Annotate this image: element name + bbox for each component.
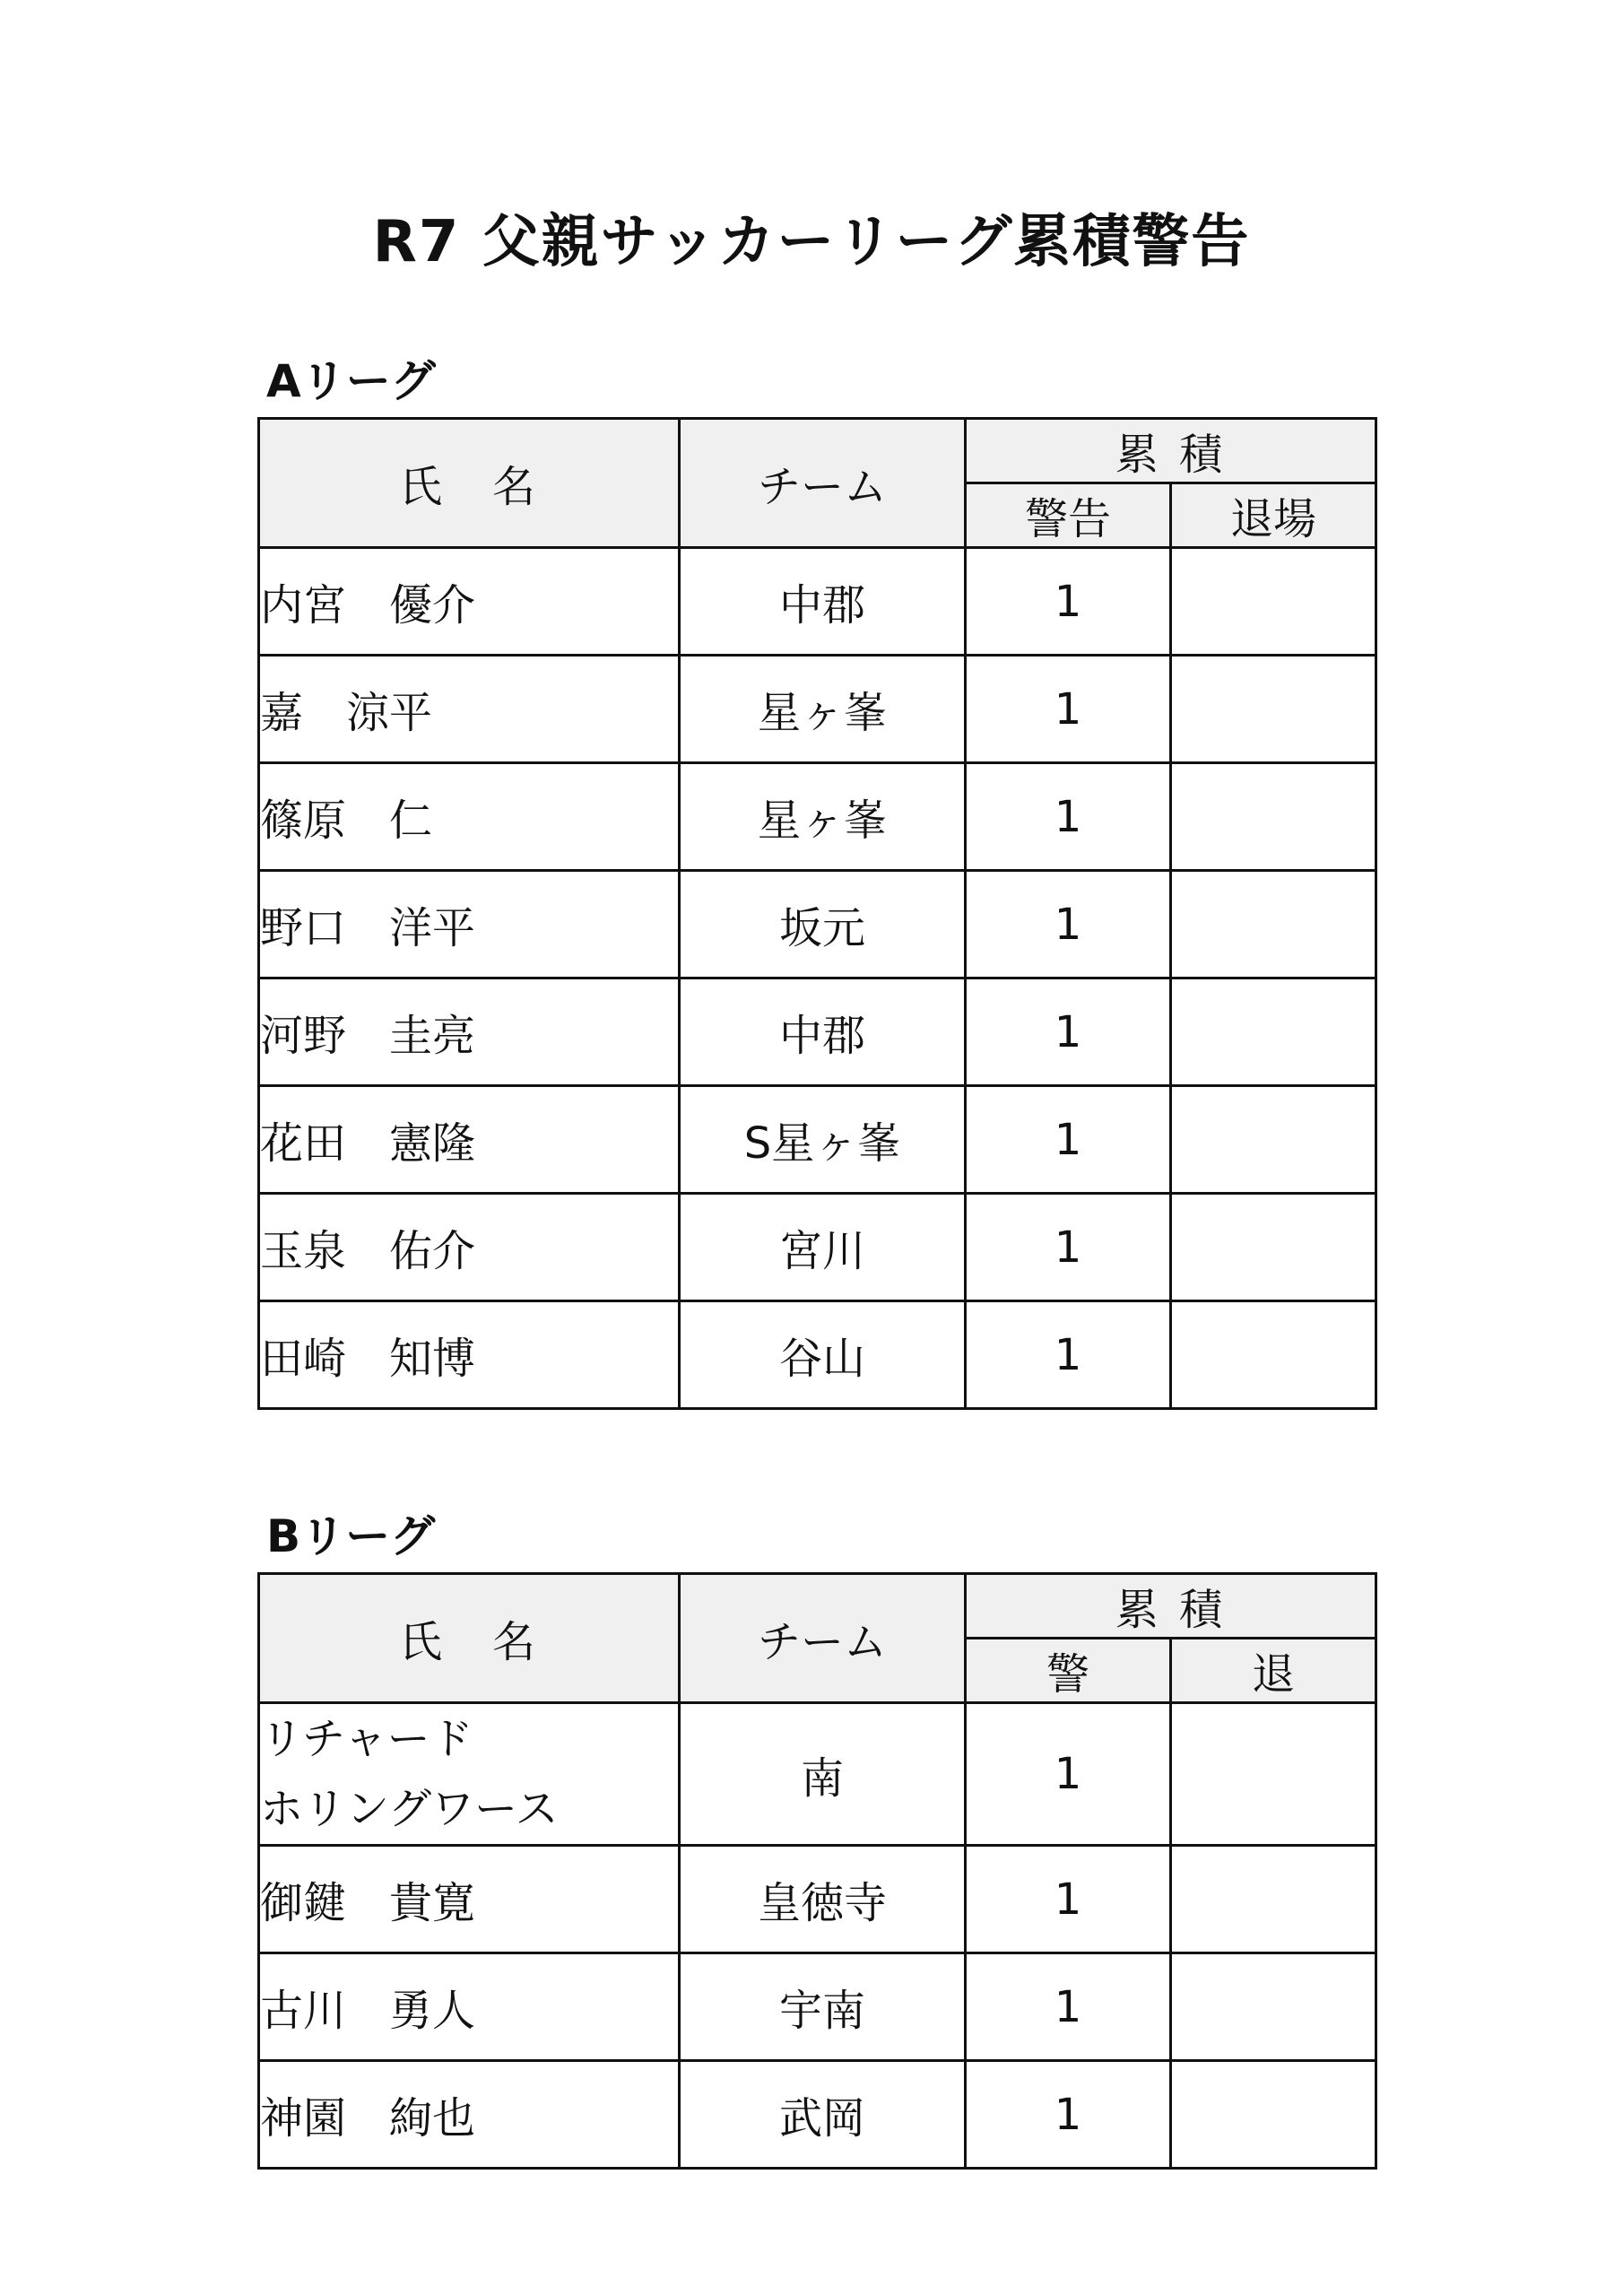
table-row	[259, 1194, 1376, 1301]
warning-count: 1	[966, 656, 1171, 763]
table-row	[259, 1953, 1376, 2061]
table-row	[259, 978, 1376, 1086]
warning-count: 1	[966, 1703, 1171, 1846]
player-name: 内宮 優介	[259, 548, 680, 656]
cumulative-header: 累 積	[966, 1574, 1376, 1639]
table-row	[259, 548, 1376, 656]
cumulative-header: 累 積	[966, 419, 1376, 483]
ejection-count	[1171, 978, 1376, 1086]
player-name: 嘉 涼平	[259, 656, 680, 763]
table-row	[259, 1301, 1376, 1409]
player-name: 篠原 仁	[259, 763, 680, 871]
ejection-count	[1171, 1953, 1376, 2061]
ejection-count	[1171, 1086, 1376, 1194]
player-name: 花田 憲隆	[259, 1086, 680, 1194]
warning-header: 警告	[966, 483, 1171, 548]
team-name: 宇南	[680, 1953, 966, 2061]
header-row	[259, 1574, 1376, 1639]
player-name-line1: リチャード	[260, 1714, 473, 1764]
ejection-count	[1171, 2061, 1376, 2169]
ejection-count	[1171, 1194, 1376, 1301]
table-row	[259, 871, 1376, 978]
ejection-count	[1171, 548, 1376, 656]
warning-count: 1	[966, 1846, 1171, 1953]
league-b-table	[257, 1572, 1377, 2170]
table-row	[259, 656, 1376, 763]
warning-count: 1	[966, 1194, 1171, 1301]
team-header: チーム	[680, 419, 966, 548]
page-title: R7 父親サッカーリーグ累積警告	[372, 209, 1251, 275]
table-row	[259, 1086, 1376, 1194]
warning-count: 1	[966, 2061, 1171, 2169]
warning-count: 1	[966, 1086, 1171, 1194]
team-name: 坂元	[680, 871, 966, 978]
ejection-count	[1171, 763, 1376, 871]
ejection-header: 退場	[1171, 483, 1376, 548]
table-row	[259, 2061, 1376, 2169]
ejection-count	[1171, 871, 1376, 978]
warning-count: 1	[966, 871, 1171, 978]
team-name: 皇徳寺	[680, 1846, 966, 1953]
team-name: 武岡	[680, 2061, 966, 2169]
table-row	[259, 763, 1376, 871]
name-header: 氏 名	[259, 419, 680, 548]
team-name: S星ヶ峯	[680, 1086, 966, 1194]
player-name: 玉泉 佑介	[259, 1194, 680, 1301]
player-name	[259, 1703, 680, 1846]
team-name: 谷山	[680, 1301, 966, 1409]
warning-count: 1	[966, 548, 1171, 656]
warning-header: 警	[966, 1639, 1171, 1703]
league-a-table	[257, 417, 1377, 1410]
team-name: 星ヶ峯	[680, 763, 966, 871]
ejection-header: 退	[1171, 1639, 1376, 1703]
player-name: 神園 絢也	[259, 2061, 680, 2169]
ejection-count	[1171, 1703, 1376, 1846]
league-a-heading: Aリーグ	[266, 355, 436, 407]
warning-count: 1	[966, 1953, 1171, 2061]
table-row	[259, 1703, 1376, 1846]
warning-count: 1	[966, 1301, 1171, 1409]
ejection-count	[1171, 1301, 1376, 1409]
team-name: 中郡	[680, 978, 966, 1086]
player-name-line2: ホリングワース	[260, 1784, 559, 1834]
warning-count: 1	[966, 978, 1171, 1086]
team-name: 南	[680, 1703, 966, 1846]
team-name: 星ヶ峯	[680, 656, 966, 763]
player-name: 古川 勇人	[259, 1953, 680, 2061]
team-header: チーム	[680, 1574, 966, 1703]
player-name: 御鍵 貴寛	[259, 1846, 680, 1953]
team-name: 中郡	[680, 548, 966, 656]
table-row	[259, 1846, 1376, 1953]
team-name: 宮川	[680, 1194, 966, 1301]
player-name: 河野 圭亮	[259, 978, 680, 1086]
warning-count: 1	[966, 763, 1171, 871]
header-row	[259, 419, 1376, 483]
league-b-heading: Bリーグ	[266, 1510, 436, 1562]
name-header: 氏 名	[259, 1574, 680, 1703]
player-name: 田崎 知博	[259, 1301, 680, 1409]
player-name: 野口 洋平	[259, 871, 680, 978]
ejection-count	[1171, 1846, 1376, 1953]
ejection-count	[1171, 656, 1376, 763]
